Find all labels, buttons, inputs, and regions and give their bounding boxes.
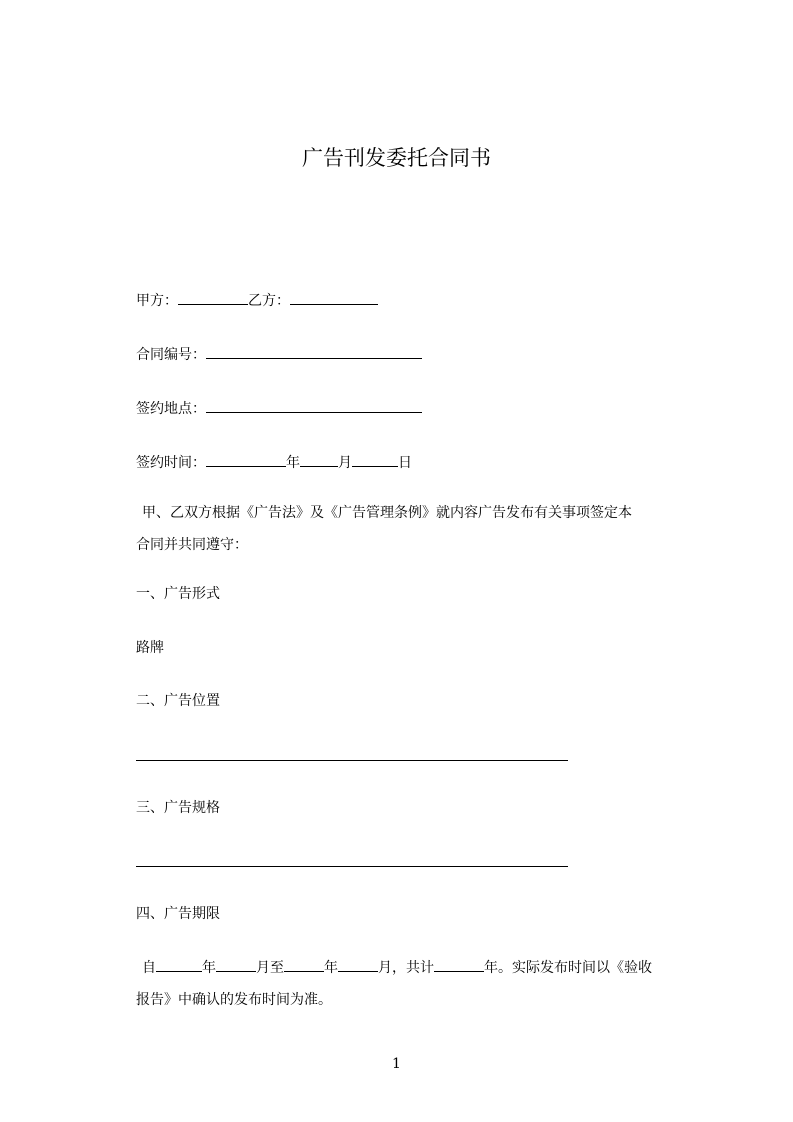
intro-line-2: 合同并共同遵守： [136,537,248,553]
contract-no-line [136,344,422,365]
sign-month-blank[interactable] [300,452,338,467]
term-paragraph [136,952,700,1016]
section-2-blank-line[interactable] [136,760,568,761]
page-number: 1 [392,1056,401,1072]
sign-year-blank[interactable] [206,452,286,467]
sign-time-line [136,452,412,473]
intro-line-1: 甲、乙双方根据《广告法》及《广告管理条例》就内容广告发布有关事项签定本 [142,505,632,521]
party-a-blank[interactable] [178,290,248,305]
intro-paragraph [136,497,700,561]
party-b-blank[interactable] [290,290,378,305]
term-from: 自 [142,960,156,976]
contract-no-label: 合同编号： [136,347,206,363]
term-year-1: 年 [202,960,216,976]
term-total-years-blank[interactable] [434,957,484,972]
term-start-year-blank[interactable] [156,957,202,972]
term-end-year-blank[interactable] [284,957,324,972]
month-label: 月 [338,455,352,471]
section-1-value: 路牌 [136,640,164,656]
term-line-1 [136,952,700,984]
sign-day-blank[interactable] [352,452,398,467]
day-label: 日 [398,455,412,471]
term-month-2: 月，共计 [378,960,434,976]
section-2-heading: 二、广告位置 [136,693,220,709]
term-year-2: 年 [324,960,338,976]
section-1-heading: 一、广告形式 [136,586,220,602]
party-b-label: 乙方： [248,293,290,309]
term-start-month-blank[interactable] [216,957,256,972]
section-4-heading: 四、广告期限 [136,906,220,922]
section-3-blank-line[interactable] [136,866,568,867]
contract-no-blank[interactable] [206,344,422,359]
sign-place-blank[interactable] [206,398,422,413]
section-3-heading: 三、广告规格 [136,800,220,816]
party-a-label: 甲方： [136,293,178,309]
sign-place-label: 签约地点： [136,401,206,417]
document-title: 广告刊发委托合同书 [302,146,491,170]
term-line-2: 报告》中确认的发布时间为准。 [136,992,332,1008]
parties-line [136,290,378,311]
sign-place-line [136,398,422,419]
sign-time-label: 签约时间： [136,455,206,471]
term-month-1: 月至 [256,960,284,976]
year-label: 年 [286,455,300,471]
term-end-month-blank[interactable] [338,957,378,972]
term-years: 年。实际发布时间以《验收 [484,960,652,976]
